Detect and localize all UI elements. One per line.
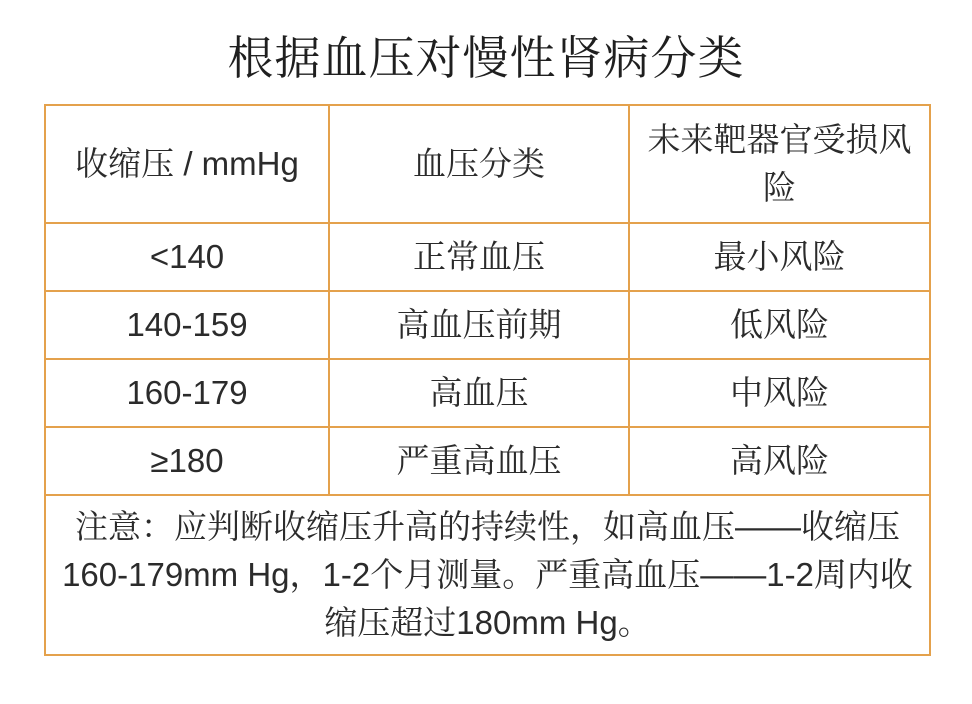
table-row bbox=[45, 427, 930, 495]
systolic-cell: 160-179 bbox=[45, 359, 329, 427]
risk-cell: 低风险 bbox=[629, 291, 930, 359]
systolic-cell: 140-159 bbox=[45, 291, 329, 359]
classification-cell: 高血压前期 bbox=[329, 291, 629, 359]
page-title: 根据血压对慢性肾病分类 bbox=[227, 32, 745, 84]
col-header-systolic: 收缩压 / mmHg bbox=[45, 105, 329, 223]
table-header-row bbox=[45, 105, 930, 223]
table-note: 注意：应判断收缩压升高的持续性，如高血压——收缩压160-179mm Hg，1-2个月测量。严重高血压——1-2周内收缩压超过180mm Hg。 bbox=[45, 495, 930, 655]
classification-cell: 高血压 bbox=[329, 359, 629, 427]
table-row bbox=[45, 223, 930, 291]
col-header-risk: 未来靶器官受损风险 bbox=[629, 105, 930, 223]
risk-cell: 高风险 bbox=[629, 427, 930, 495]
systolic-cell: ≥180 bbox=[45, 427, 329, 495]
col-header-classification: 血压分类 bbox=[329, 105, 629, 223]
table-note-row bbox=[45, 495, 930, 655]
blood-pressure-table bbox=[44, 104, 931, 656]
systolic-cell: <140 bbox=[45, 223, 329, 291]
classification-cell: 严重高血压 bbox=[329, 427, 629, 495]
risk-cell: 中风险 bbox=[629, 359, 930, 427]
table-row bbox=[45, 359, 930, 427]
classification-cell: 正常血压 bbox=[329, 223, 629, 291]
risk-cell: 最小风险 bbox=[629, 223, 930, 291]
table-row bbox=[45, 291, 930, 359]
